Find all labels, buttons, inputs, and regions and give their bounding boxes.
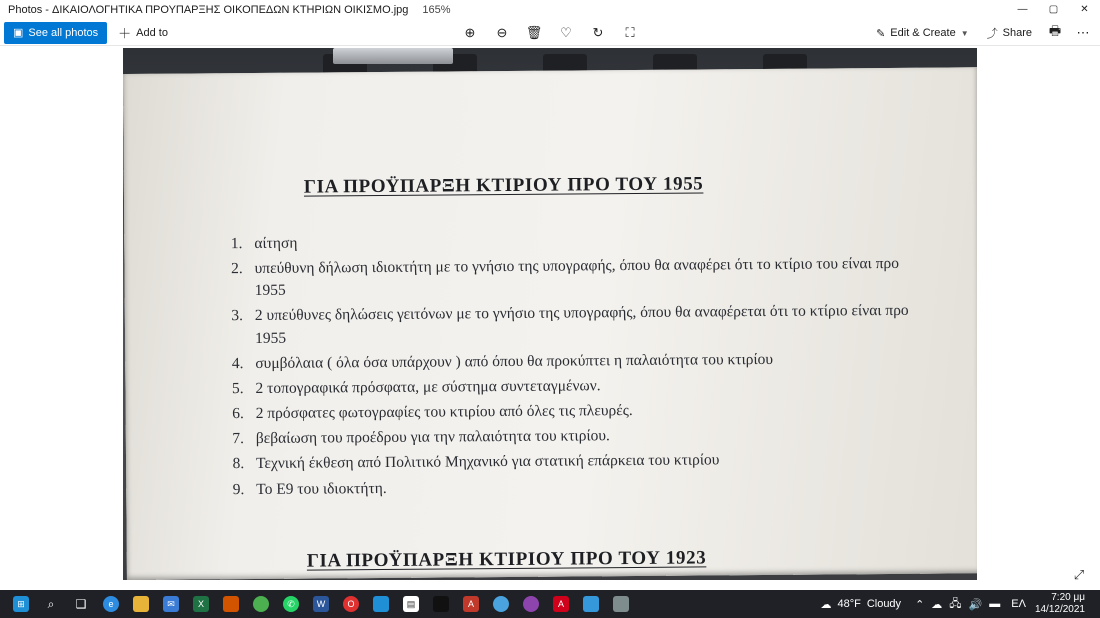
network-icon[interactable]: 🖧 (949, 597, 962, 610)
app3-icon[interactable] (606, 590, 636, 618)
weather-condition: Cloudy (866, 598, 902, 610)
photo-image[interactable] (123, 48, 977, 580)
chrome-icon[interactable] (246, 590, 276, 618)
delete-icon[interactable]: 🗑 (525, 25, 543, 40)
language-indicator[interactable]: ΕΛ (1011, 598, 1026, 610)
acrobat-icon[interactable]: A (546, 590, 576, 618)
paper-clip (333, 48, 453, 64)
notepad-icon[interactable]: ▤ (396, 590, 426, 618)
edit-create-button[interactable] (868, 22, 977, 44)
weather-widget[interactable] (812, 590, 909, 618)
app-icon[interactable] (516, 590, 546, 618)
photo-canvas[interactable] (0, 46, 1100, 590)
autocad-icon[interactable]: A (456, 590, 486, 618)
list-item: 6. 2 πρόσφατες φωτογραφίες του κτιρίου από όλες τις πλευρές. (248, 398, 932, 426)
word-icon[interactable]: W (306, 590, 336, 618)
minimize-button[interactable]: — (1017, 4, 1028, 15)
app2-icon[interactable] (576, 590, 606, 618)
magic-wand-icon: ✎ (876, 27, 886, 40)
list-item: 3. 2 υπεύθυνες δηλώσεις γειτόνων με το γνήσιο της υπογραφής, όπου θα αναφέρεται ότι το κτίριο είναι προ 1955 (247, 300, 931, 350)
onedrive-icon[interactable]: ☁ (931, 598, 943, 611)
document-heading-1: ΓΙΑ ΠΡΟΫΠΑΡΞΗ ΚΤΙΡΙΟΥ ΠΡΟ ΤΟΥ 1955 (303, 173, 704, 198)
volume-icon[interactable]: 🔊 (968, 598, 983, 611)
list-item: 9. Το Ε9 του ιδιοκτήτη. (248, 473, 932, 501)
show-hidden-icons[interactable]: ⌃ (915, 598, 925, 611)
chevron-down-icon: ▼ (960, 28, 969, 38)
crop-icon[interactable]: ⛶ (625, 25, 635, 40)
photos-icon[interactable] (366, 590, 396, 618)
document-list (220, 228, 932, 504)
taskbar (0, 590, 1100, 618)
window-title: Photos - ΔΙΚΑΙΟΛΟΓΗΤΙΚΑ ΠΡΟΥΠΑΡΞΗΣ ΟΙΚΟΠΕΔΩΝ ΚΤΗΡΙΩΝ ΟΙΚΙΣΜΟ.jpg (8, 3, 409, 16)
list-item: 5. 2 τοπογραφικά πρόσφατα, με σύστημα συντεταγμένων. (247, 373, 931, 401)
list-item: 8. Τεχνική έκθεση από Πολιτικό Μηχανικό για στατική επάρκεια του κτιρίου (248, 448, 932, 476)
share-label: Share (1002, 27, 1032, 39)
favorite-icon[interactable]: ♡ (560, 25, 572, 40)
document-heading-2: ΓΙΑ ΠΡΟΫΠΑΡΞΗ ΚΤΙΡΙΟΥ ΠΡΟ ΤΟΥ 1923 (306, 547, 707, 572)
cloud-icon: ☁ (820, 598, 832, 611)
document-content (123, 67, 977, 580)
mail-icon[interactable]: ✉ (156, 590, 186, 618)
clock[interactable] (1031, 590, 1094, 618)
maximize-button[interactable]: ▢ (1048, 4, 1059, 15)
list-item: 1. αίτηση (246, 228, 930, 256)
excel-icon[interactable]: X (186, 590, 216, 618)
share-icon: ⤴ (986, 28, 998, 40)
fullscreen-icon[interactable]: ⤢ (1073, 567, 1085, 582)
clock-time: 7:20 μμ (1051, 591, 1085, 603)
water-icon[interactable] (486, 590, 516, 618)
printer-icon[interactable]: 🖶 (1048, 23, 1062, 38)
terminal-icon[interactable] (426, 590, 456, 618)
taskbar-apps (6, 590, 636, 618)
plus-icon: ＋ (118, 25, 132, 41)
photo-grid-icon: ▣ (13, 26, 24, 39)
close-button[interactable]: ✕ (1080, 4, 1089, 15)
list-item: 2. υπεύθυνη δήλωση ιδιοκτήτη με το γνήσιο της υπογραφής, όπου θα αναφέρει ότι το κτίριο του είναι προ 1955 (246, 253, 930, 303)
weather-temperature: 48°F (837, 598, 861, 610)
zoom-level: 165% (422, 3, 451, 16)
system-tray (909, 590, 1006, 618)
opera-icon[interactable]: O (336, 590, 366, 618)
taskbar-tray (812, 590, 1100, 618)
list-item: 4. συμβόλαια ( όλα όσα υπάρχουν ) από όπου θα προκύπτει η παλαιότητα του κτιρίου (247, 347, 931, 375)
battery-icon[interactable]: ▬ (989, 598, 1001, 610)
folder-icon[interactable] (126, 590, 156, 618)
share-button[interactable] (979, 22, 1040, 44)
rotate-icon[interactable]: ↻ (592, 25, 604, 40)
show-desktop-button[interactable] (1094, 590, 1100, 618)
command-bar-right (868, 22, 1096, 44)
edge-icon[interactable]: e (96, 590, 126, 618)
clock-date: 14/12/2021 (1034, 604, 1085, 615)
zoom-in-icon[interactable]: ⊕ (464, 25, 476, 40)
window-controls (1007, 0, 1100, 20)
search-icon[interactable]: ⌕ (47, 596, 55, 611)
add-to-label: Add to (136, 27, 168, 39)
start-button[interactable]: ⊞ (6, 590, 36, 618)
edit-create-label: Edit & Create (890, 27, 956, 39)
list-item: 7. βεβαίωση του προέδρου για την παλαιότητα του κτιρίου. (248, 423, 932, 451)
paper-sheet (123, 67, 977, 580)
see-all-photos-label: See all photos (28, 27, 99, 39)
store-icon[interactable] (216, 590, 246, 618)
command-bar (0, 20, 1100, 46)
zoom-out-icon[interactable]: ⊖ (496, 25, 508, 40)
whatsapp-icon[interactable]: ✆ (276, 590, 306, 618)
more-options-icon[interactable]: ⋯ (1076, 25, 1090, 40)
title-bar (0, 0, 1100, 20)
task-view-icon[interactable]: ❑ (75, 597, 87, 611)
